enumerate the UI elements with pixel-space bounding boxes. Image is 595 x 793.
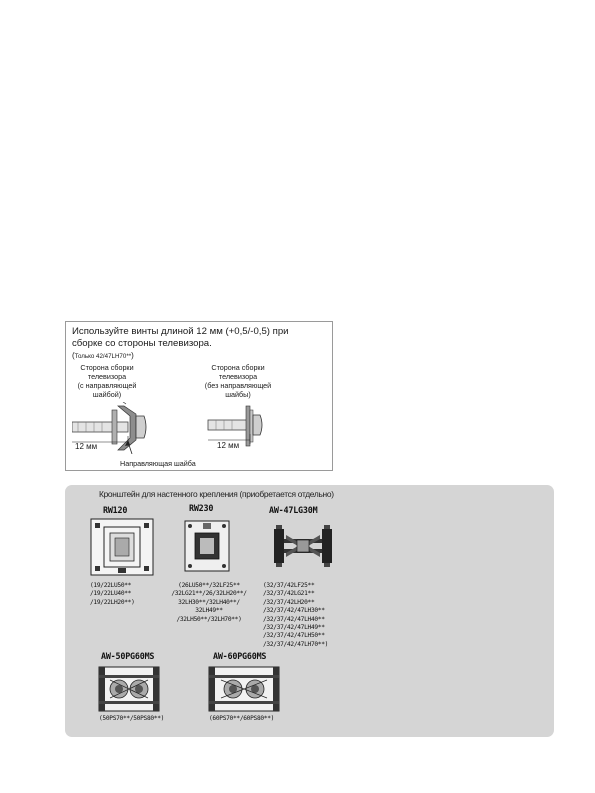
bracket-model-aw-47lg30m: AW-47LG30M (269, 505, 318, 515)
screw-note-paren-open: ( (72, 351, 75, 360)
compat-line: /32/37/42LH20** (263, 598, 315, 606)
bracket-rw120-compat (90, 582, 135, 607)
caption-line: (с направляющей (77, 381, 137, 390)
bracket-aw-50pg60ms-compat: (50PS70**/50PS80**) (99, 715, 165, 722)
bracket-rw230-compat (161, 582, 257, 624)
compat-line: /32LH50**/32LH70**) (176, 615, 242, 623)
compat-line: /32/37/42/47LH70**) (263, 640, 329, 648)
compat-line: (32/37/42LF25** (263, 582, 315, 589)
compat-line: /32/37/42/47LH30** (263, 607, 325, 615)
bracket-model-aw-60pg60ms: AW-60PG60MS (213, 651, 267, 661)
screw-note-paren-close: ) (131, 351, 134, 360)
bracket-model-rw230: RW230 (189, 503, 214, 513)
screw-model-note (72, 351, 134, 360)
compat-line: /19/22LH20**) (90, 598, 135, 606)
screw-note-text: Только 42/47LH70** (74, 353, 132, 360)
bracket-rw120-illustration (90, 518, 154, 576)
bracket-aw-47lg30m-compat (263, 582, 328, 649)
compat-line: /32/37/42/47LH40** (263, 615, 325, 623)
caption-line: шайбой) (92, 390, 122, 399)
bracket-model-aw-50pg60ms: AW-50PG60MS (101, 651, 155, 661)
caption-line: шайбы) (225, 390, 251, 399)
bracket-aw-60pg60ms-illustration (207, 665, 281, 713)
left-length-label: 12 мм (75, 442, 98, 451)
caption-line: Сторона сборки (80, 363, 134, 372)
screw-info-box (65, 321, 333, 471)
compat-line: /32/37/42/47LH50** (263, 632, 325, 640)
caption-line: телевизора (218, 372, 258, 381)
bracket-aw-50pg60ms-illustration (97, 665, 161, 713)
bracket-model-rw120: RW120 (103, 505, 128, 515)
bracket-rw230-illustration (183, 519, 231, 573)
compat-line: (26LU50**/32LF25** (178, 582, 240, 589)
compat-line: /32LG21**/26/32LH20**/ (171, 590, 247, 598)
right-assembly-caption (202, 363, 274, 399)
compat-line: 32LH30**/32LH40**/ (178, 598, 240, 606)
compat-line: 32LH49** (195, 607, 223, 615)
screw-instruction-line1: Используйте винты длиной 12 мм (+0,5/-0,5) при (72, 326, 289, 337)
guide-washer-label: Направляющая шайба (120, 459, 196, 468)
screw-instruction-line2: сборке со стороны телевизора. (72, 338, 212, 349)
caption-line: телевизора (87, 372, 127, 381)
left-assembly-caption (72, 363, 142, 399)
compat-line: (19/22LU50** (90, 582, 132, 589)
right-length-label: 12 мм (217, 441, 240, 450)
bracket-aw-47lg30m-illustration (272, 523, 334, 569)
panel-title: Кронштейн для настенного крепления (приобретается отдельно) (99, 489, 334, 499)
compat-line: /32/37/42/47LH49** (263, 624, 325, 632)
compat-line: /32/37/42LG21** (263, 590, 315, 598)
caption-line: (без направляющей (204, 381, 272, 390)
bracket-aw-60pg60ms-compat: (60PS70**/60PS80**) (209, 715, 275, 722)
caption-line: Сторона сборки (211, 363, 265, 372)
wall-bracket-panel (65, 485, 554, 737)
compat-line: /19/22LU40** (90, 590, 132, 598)
